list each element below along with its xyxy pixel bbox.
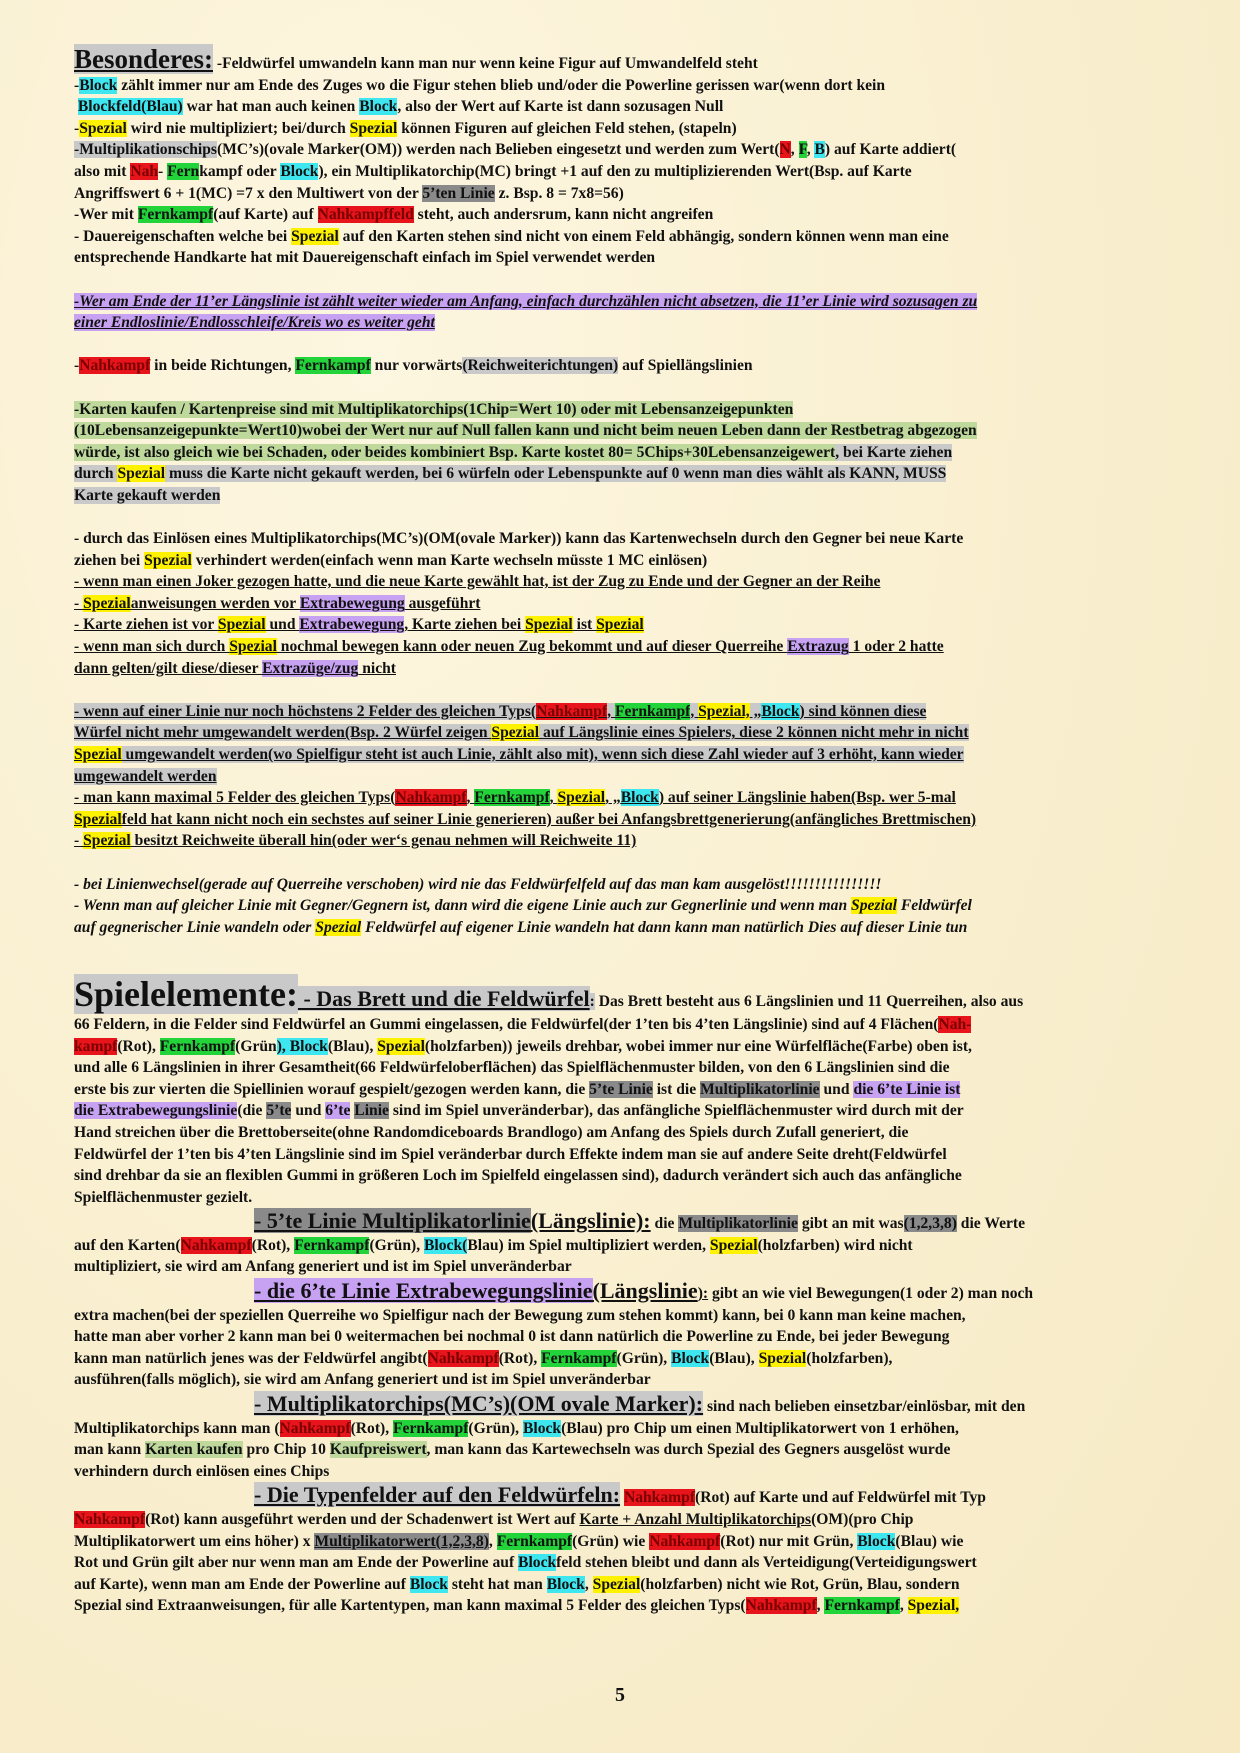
page-number: 5 (615, 1684, 625, 1706)
field-limit-line-4: umgewandelt werden (74, 767, 217, 785)
board-line-5: erste bis zur vierten die Spiellinien worauf gespielt/gezogen werden kann, die 5’te Linie ist die Multiplikatorlinie und die 6’te Linie ist (74, 1080, 961, 1098)
line-change-note: - bei Linienwechsel(gerade auf Querreihe verschoben) wird nie das Feldwürfelfeld auf das man kam ausgelöst!!!!!!!!!!!!!!!! (74, 875, 882, 893)
multiplier-subheading: - 5’te Linie Multiplikatorlinie (254, 1208, 531, 1234)
shared-line-note-2: auf gegnerischer Linie wandeln oder Spezial Feldwürfel auf eigener Linie wandeln hat dann kann man natürlich Dies auf dieser Linie tun (74, 918, 968, 936)
card-price-line-4: durch Spezial muss die Karte nicht gekauft werden, bei 6 würfeln oder Lebenspunkte auf 0 wenn man dies wählt als KANN, MUSS (74, 465, 947, 483)
chips-subheading: - Multiplikatorchips(MC’s)(OM ovale Marker): (254, 1391, 704, 1417)
board-line-9: sind drehbar da sie an flexiblen Gummi in größeren Loch im Spielfeld eingelassen sind), dadurch verändert sich auch das anfängliche (74, 1167, 962, 1185)
besonderes-line-8: -Wer mit Fernkampf(auf Karte) auf Nahkampffeld steht, auch andersrum, kann nicht angreifen (74, 206, 714, 224)
extra-move-line-2: dann gelten/gilt diese/dieser Extrazüge/zug nicht (74, 659, 396, 677)
extra-move-line-1: - wenn man sich durch Spezial nochmal bewegen kann oder neuen Zug bekommt und auf dieser Querreihe Extrazug 1 oder 2 hatte (74, 638, 944, 656)
shared-line-note-1: - Wenn man auf gleicher Linie mit Gegner/Gegnern ist, dann wird die eigene Linie auch zur Gegnerlinie und wenn man Spezial Feldwürfel (74, 897, 972, 915)
besonderes-line-9: - Dauereigenschaften welche bei Spezial auf den Karten stehen sind nicht von einem Feld abhängig, sondern können wenn man eine (74, 227, 949, 245)
multiplier-line-heading: - 5’te Linie Multiplikatorlinie(Längslinie): die Multiplikatorlinie gibt an mit was(1,2,3,8) die Werte (254, 1208, 1026, 1234)
field-limit-line-3: Spezial umgewandelt werden(wo Spielfigur steht ist auch Linie, zählt also mit), wenn sich diese Zahl wieder auf 3 erhöht, kann wieder (74, 746, 964, 763)
endless-line-note-2: einer Endloslinie/Endlosschleife/Kreis wo es weiter geht (74, 314, 435, 332)
board-line-6: die Extrabewegungslinie(die 5’te und 6’te Linie sind im Spiel unveränderbar), das anfängliche Spielflächenmuster wird durch mit der (74, 1102, 964, 1120)
besonderes-line-10: entsprechende Handkarte hat mit Dauereigenschaft einfach im Spiel verwendet werden (74, 249, 656, 267)
chip-line-1: - durch das Einlösen eines Multiplikatorchips(MC’s)(OM(ovale Marker)) kann das Kartenwechseln durch den Gegner bei neue Karte (74, 530, 964, 548)
board-line-4: und alle 6 Längslinien in ihrer Gesamtheit(66 Feldwürfeloberflächen) das Spielflächenmuster bilden, von den 6 Längslinien sind die (74, 1059, 950, 1077)
besonderes-line-4: -Spezial wird nie multipliziert; bei/durch Spezial können Figuren auf gleichen Feld stehen, (stapeln) (74, 119, 737, 137)
field-limit-line-2: Würfel nicht mehr umgewandelt werden(Bsp. 2 Würfel zeigen Spezial auf Längslinie eines Spielers, diese 2 können nicht mehr in nicht (74, 724, 969, 742)
chips-line-4: verhindern durch einlösen eines Chips (74, 1462, 330, 1480)
besonderes-line-1: Besonderes: -Feldwürfel umwandeln kann man nur wenn keine Figur auf Umwandelfeld steht (74, 44, 758, 74)
spezial-order-line: - Spezialanweisungen werden vor Extrabewegung ausgeführt (74, 594, 481, 612)
joker-line: - wenn man einen Joker gezogen hatte, und die neue Karte gewählt hat, ist der Zug zu Ende und der Gegner an der Reihe (74, 573, 881, 591)
endless-line-note: -Wer am Ende der 11’er Längslinie ist zählt weiter wieder am Anfang, einfach durchzählen nicht absetzen, die 11’er Linie wird sozusagen zu (74, 292, 978, 310)
board-line-3: kampf(Rot), Fernkampf(Grün), Block(Blau), Spezial(holzfarben)) jeweils drehbar, wobei immer nur eine Würfelfläche(Farbe) oben ist, (74, 1037, 972, 1055)
extra-line-heading: - die 6’te Linie Extrabewegungslinie(Längslinie): gibt an wie viel Bewegungen(1 oder 2) man noch (254, 1278, 1034, 1304)
types-subheading: - Die Typenfelder auf den Feldwürfeln: (254, 1482, 621, 1508)
spielelemente-heading: Spielelemente: (74, 973, 298, 1014)
board-line-2: 66 Feldern, in die Felder sind Feldwürfel an Gummi eingelassen, die Feldwürfel(der 1’ten bis 4’ten Längslinie) sind auf 4 Flächen(Nah- (74, 1015, 972, 1033)
card-price-line-5: Karte gekauft werden (74, 486, 221, 504)
besonderes-line-3: Blockfeld(Blau) war hat man auch keinen Block, also der Wert auf Karte ist dann sozusagen Null (77, 98, 724, 116)
combat-direction-line: -Nahkampf in beide Richtungen, Fernkampf nur vorwärts(Reichweiterichtungen) auf Spiellängslinien (74, 357, 753, 375)
max-fields-line-1: - man kann maximal 5 Felder des gleichen Typs(Nahkampf, Fernkampf, Spezial, „Block) auf seiner Längslinie haben(Bsp. wer 5-mal (74, 789, 956, 807)
types-line-5: auf Karte), wenn man am Ende der Powerline auf Block steht hat man Block, Spezial(holzfarben) nicht wie Rot, Grün, Blau, sondern (74, 1575, 960, 1593)
board-line-10: Spielflächenmuster gezielt. (74, 1188, 253, 1206)
chips-heading-line: - Multiplikatorchips(MC’s)(OM ovale Marker): sind nach belieben einsetzbar/einlösbar, mit den (254, 1391, 1026, 1417)
multiplier-line-3: multipliziert, sie wird am Anfang generiert und ist im Spiel unveränderbar (74, 1258, 572, 1276)
extra-move-subheading: - die 6’te Linie Extrabewegungslinie (254, 1278, 593, 1304)
spielelemente-line-1: Spielelemente: - Das Brett und die Feldwürfel: Das Brett besteht aus 6 Längslinien und 11 Querreihen, also aus (74, 973, 1024, 1014)
card-price-line-1: -Karten kaufen / Kartenpreise sind mit Multiplikatorchips(1Chip=Wert 10) oder mit Lebensanzeigepunkten (74, 400, 794, 418)
types-line-4: Rot und Grün gilt aber nur wenn man am Ende der Powerline auf Blockfeld stehen bleibt und dann als Verteidigung(Verteidigungswert (74, 1554, 977, 1572)
besonderes-heading: Besonderes: (74, 44, 213, 74)
max-fields-line-2: Spezialfeld hat kann nicht noch ein sechstes auf seiner Linie generieren) außer bei Anfangsbrettgenerierung(anfängliches Brettmischen) (74, 810, 977, 828)
field-limit-line-1: - wenn auf einer Linie nur noch höchstens 2 Felder des gleichen Typs(Nahkampf, Fernkampf, Spezial, „Block) sind können diese (74, 702, 927, 720)
types-line-2: Nahkampf(Rot) kann ausgeführt werden und der Schadenwert ist Wert auf Karte + Anzahl Multiplikatorchips(OM)(pro Chip (74, 1511, 914, 1528)
extra-line-2: extra machen(bei der speziellen Querreihe wo Spielfigur nach der Bewegung zum stehen kommt) kann, bei 0 kann man keine machen, (74, 1306, 966, 1324)
chips-line-3: man kann Karten kaufen pro Chip 10 Kaufpreiswert, man kann das Kartewechseln was durch Spezial des Gegners ausgelöst wurde (74, 1441, 951, 1459)
besonderes-line-5: -Multiplikationschips(MC’s)(ovale Marker(OM)) werden nach Belieben eingesetzt und werden zum Wert(N, F, B) auf Karte addiert( (74, 141, 957, 159)
board-line-7: Hand streichen über die Brettoberseite(ohne Randomdiceboards Brandlogo) am Anfang des Spiels durch Zufall generiert, die (74, 1123, 909, 1141)
extra-line-4: kann man natürlich jenes was der Feldwürfel angibt(Nahkampf(Rot), Fernkampf(Grün), Block(Blau), Spezial(holzfarben), (74, 1349, 893, 1367)
besonderes-line-7: Angriffswert 6 + 1(MC) =7 x den Multiwert von der 5’ten Linie z. Bsp. 8 = 7x8=56) (74, 184, 624, 202)
card-draw-order-line: - Karte ziehen ist vor Spezial und Extrabewegung, Karte ziehen bei Spezial ist Spezial (74, 616, 644, 634)
multiplier-line-2: auf den Karten(Nahkampf(Rot), Fernkampf(Grün), Block(Blau) im Spiel multipliziert werden, Spezial(holzfarben) wird nicht (74, 1236, 913, 1254)
chip-line-2: ziehen bei Spezial verhindert werden(einfach wenn man Karte wechseln müsste 1 MC einlösen) (74, 551, 708, 569)
card-price-line-2: (10Lebensanzeigepunkte=Wert10)wobei der Wert nur auf Null fallen kann und nicht beim neuen Leben dann der Restbetrag abgezogen (74, 422, 977, 440)
card-price-line-3: würde, ist also gleich wie bei Schaden, oder beides kombiniert Bsp. Karte kostet 80= 5Chips+30Lebensanzeigewert, bei Karte ziehen (74, 443, 953, 461)
extra-line-5: ausführen(falls möglich), sie wird am Anfang generiert und ist im Spiel unveränderbar (74, 1371, 651, 1389)
chips-line-2: Multiplikatorchips kann man (Nahkampf(Rot), Fernkampf(Grün), Block(Blau) pro Chip um einen Multiplikatorwert von 1 erhöhen, (74, 1419, 959, 1437)
types-heading-line: - Die Typenfelder auf den Feldwürfeln: Nahkampf(Rot) auf Karte und auf Feldwürfel mit Typ (254, 1482, 986, 1508)
besonderes-line-2: -Block zählt immer nur am Ende des Zuges wo die Figur stehen blieb und/oder die Powerline gerissen war(wenn dort kein (74, 76, 886, 94)
extra-line-3: hatte man aber vorher 2 kann man bei 0 weitermachen bei nochmal 0 ist dann natürlich die Powerline zu Ende, bei jeder Bewegung (74, 1328, 950, 1346)
range-line: - Spezial besitzt Reichweite überall hin(oder wer‘s genau nehmen will Reichweite 11) (74, 832, 637, 850)
board-line-8: Feldwürfel der 1’ten bis 4’ten Längslinie sind im Spiel veränderbar durch Effekte indem man sie auf andere Seite dreht(Feldwürfel (74, 1145, 947, 1163)
types-line-6: Spezial sind Extraanweisungen, für alle Kartentypen, man kann maximal 5 Felder des gleichen Typs(Nahkampf, Fernkampf, Spezial, (74, 1597, 960, 1615)
types-line-3: Multiplikatorwert um eins höher) x Multiplikatorwert(1,2,3,8), Fernkampf(Grün) wie Nahkampf(Rot) nur mit Grün, Block(Blau) wie (74, 1532, 964, 1550)
besonderes-line-6: also mit Nah- Fernkampf oder Block), ein Multiplikatorchip(MC) bringt +1 auf den zu multiplizierenden Wert(Bsp. auf Karte (74, 162, 912, 180)
board-subheading: - Das Brett und die Feldwürfel (297, 985, 590, 1011)
